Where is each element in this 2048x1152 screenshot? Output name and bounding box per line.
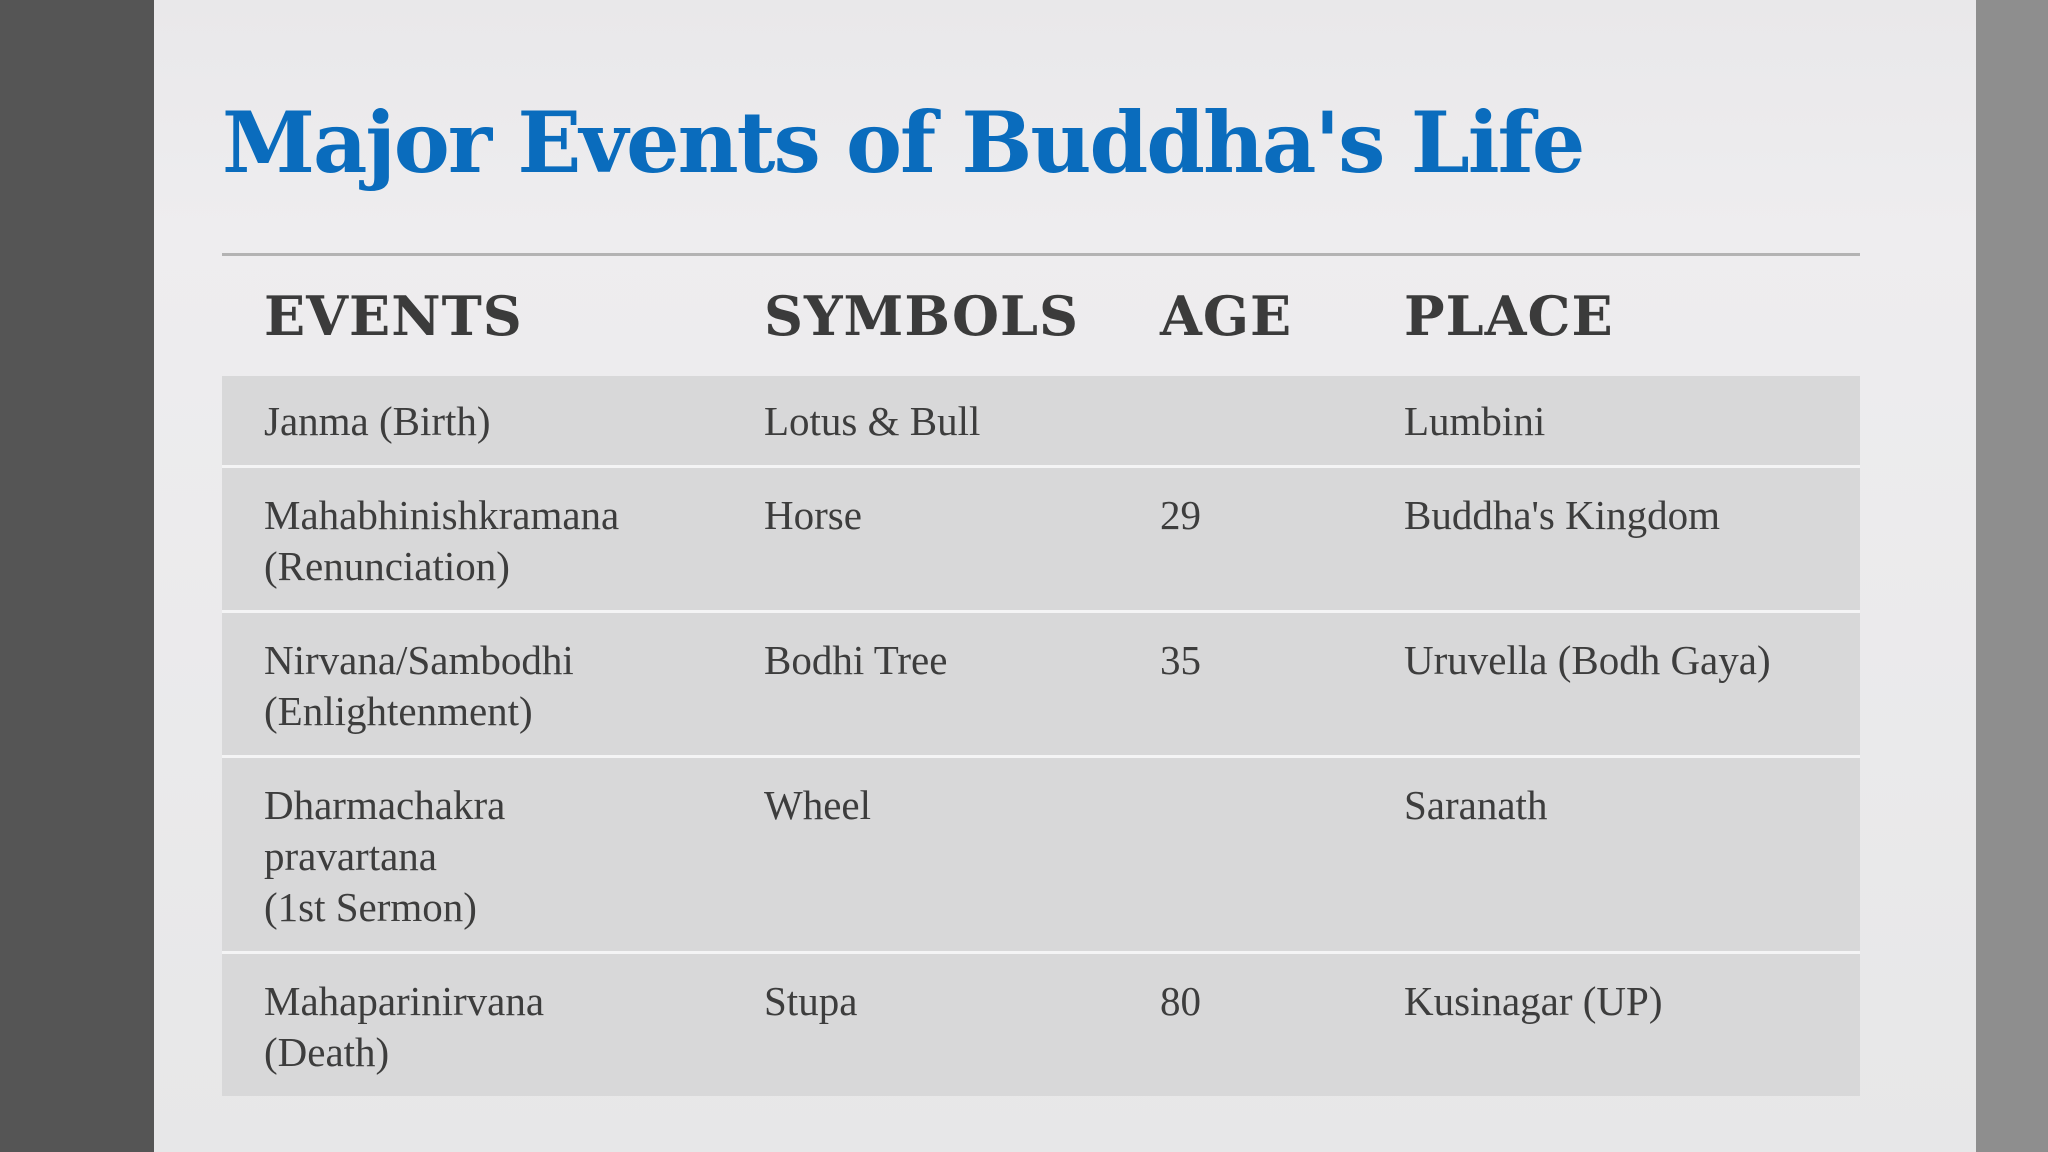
table-header-row [222, 256, 1860, 376]
cell-event: Mahabhinishkramana (Renunciation) [222, 465, 722, 610]
cell-place: Buddha's Kingdom [1362, 465, 1860, 610]
table-row [222, 376, 1860, 465]
cell-place: Uruvella (Bodh Gaya) [1362, 610, 1860, 755]
slide [154, 0, 1976, 1152]
table-row [222, 755, 1860, 951]
cell-event: Janma (Birth) [222, 376, 722, 465]
cell-place: Saranath [1362, 755, 1860, 951]
cell-event: Dharmachakra pravartana (1st Sermon) [222, 755, 722, 951]
events-table [222, 256, 1860, 1096]
table-header [222, 256, 1860, 376]
slide-title: Major Events of Buddha's Life [222, 93, 1584, 192]
header-place: PLACE [1404, 284, 1614, 348]
cell-symbol: Stupa [722, 951, 1118, 1096]
cell-event: Mahaparinirvana (Death) [222, 951, 722, 1096]
cell-age: 29 [1118, 465, 1362, 610]
table-row [222, 951, 1860, 1096]
table-row [222, 610, 1860, 755]
right-margin-band [1976, 0, 2048, 1152]
cell-event: Nirvana/Sambodhi (Enlightenment) [222, 610, 722, 755]
cell-symbol: Horse [722, 465, 1118, 610]
header-age: AGE [1160, 284, 1293, 348]
table-body [222, 376, 1860, 1096]
table-row [222, 465, 1860, 610]
cell-age: 35 [1118, 610, 1362, 755]
cell-symbol: Lotus & Bull [722, 376, 1118, 465]
cell-age [1118, 376, 1362, 465]
cell-age [1118, 755, 1362, 951]
header-symbols: SYMBOLS [764, 284, 1079, 348]
left-margin-band [0, 0, 154, 1152]
cell-age: 80 [1118, 951, 1362, 1096]
cell-place: Kusinagar (UP) [1362, 951, 1860, 1096]
cell-symbol: Bodhi Tree [722, 610, 1118, 755]
cell-symbol: Wheel [722, 755, 1118, 951]
events-table-container [222, 253, 1860, 1096]
header-events: EVENTS [264, 284, 523, 348]
cell-place: Lumbini [1362, 376, 1860, 465]
